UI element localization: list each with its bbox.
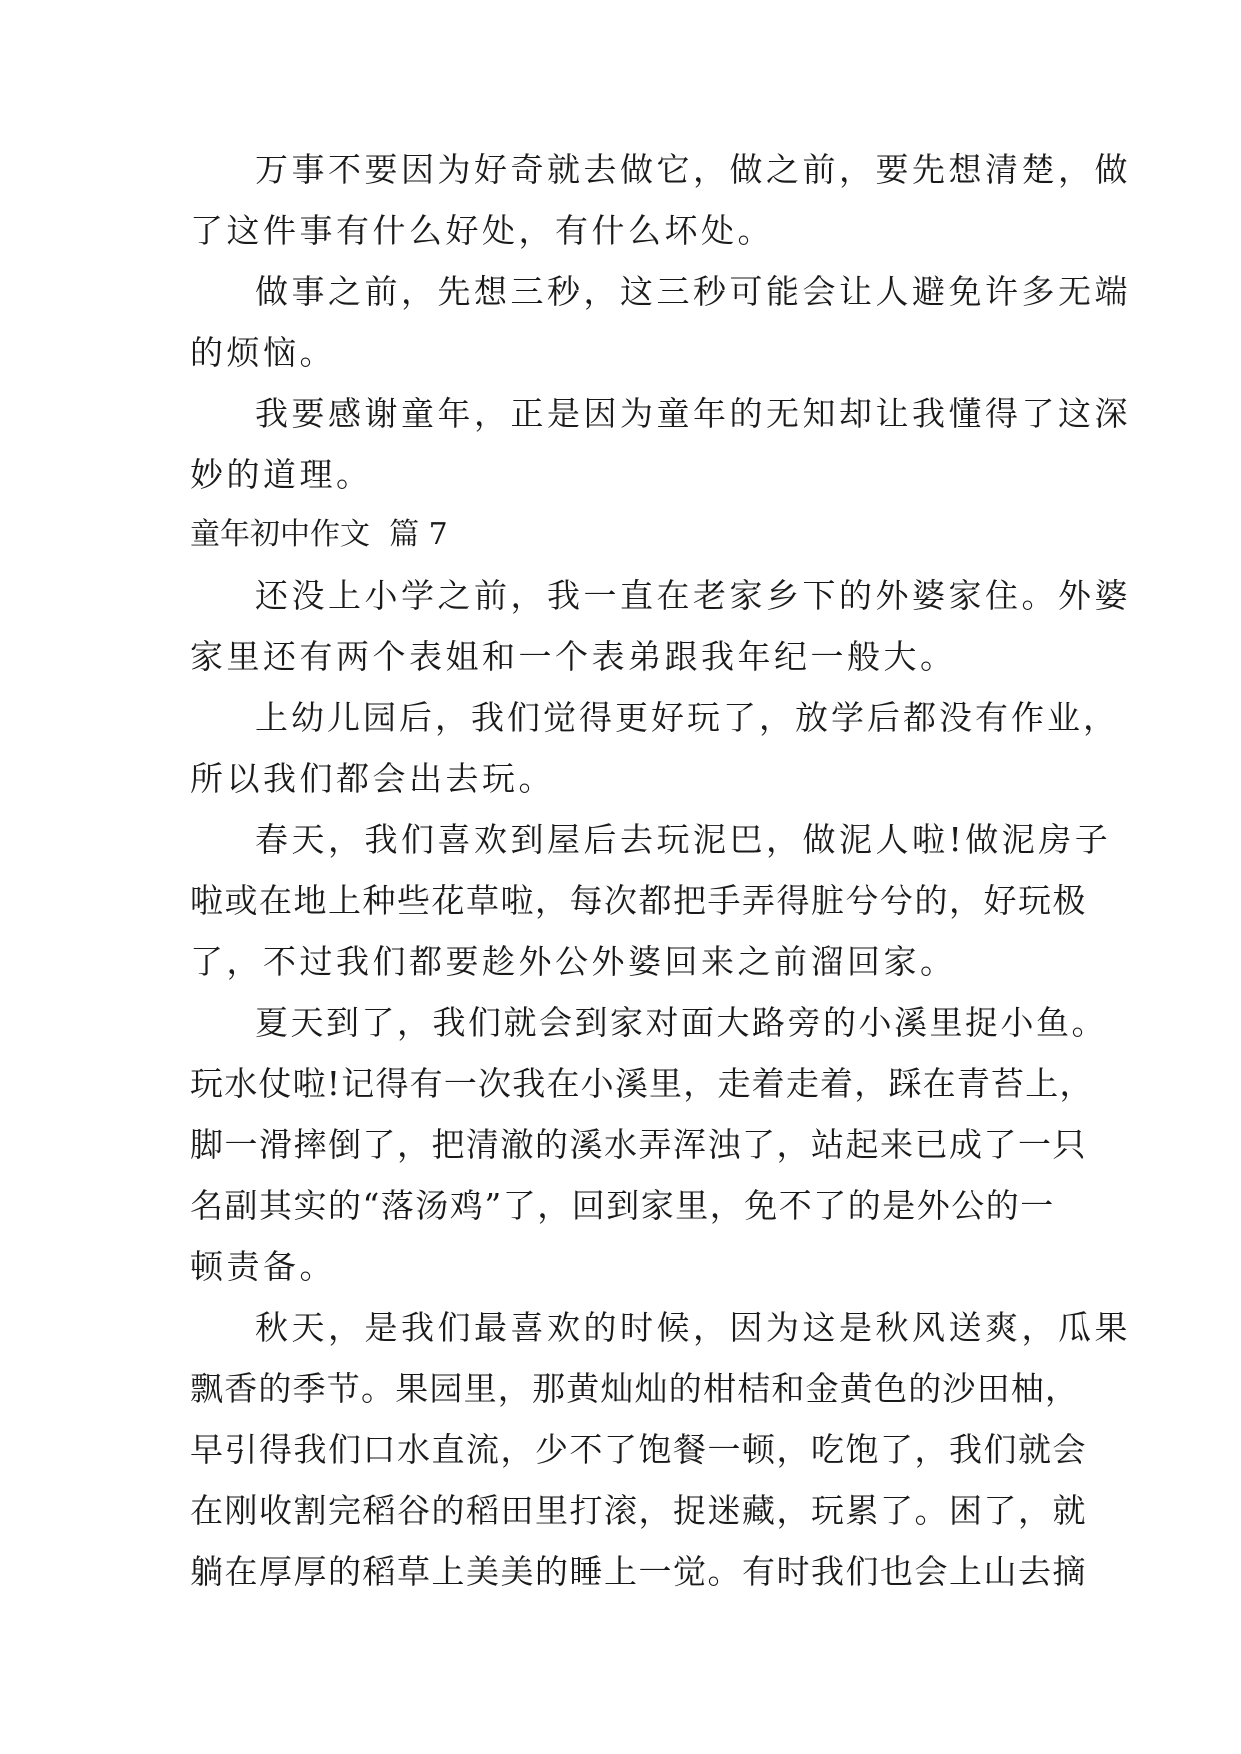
text-line: 家里还有两个表姐和一个表弟跟我年纪一般大。 bbox=[190, 637, 957, 676]
text-line: 名副其实的“落汤鸡”了，回到家里，免不了的是外公的一 bbox=[190, 1186, 1055, 1225]
text-line: 我要感谢童年，正是因为童年的无知却让我懂得了这深 bbox=[255, 394, 1131, 433]
text-line: 还没上小学之前，我一直在老家乡下的外婆家住。外婆 bbox=[255, 576, 1131, 615]
text-line: 玩水仗啦!记得有一次我在小溪里，走着走着，踩在青苔上， bbox=[190, 1064, 1094, 1103]
text-line: 啦或在地上种些花草啦，每次都把手弄得脏兮兮的，好玩极 bbox=[190, 881, 1087, 920]
text-line: 万事不要因为好奇就去做它，做之前，要先想清楚，做 bbox=[255, 150, 1131, 189]
text-line: 做事之前，先想三秒，这三秒可能会让人避免许多无端 bbox=[255, 272, 1131, 311]
text-line: 所以我们都会出去玩。 bbox=[190, 759, 555, 798]
text-line: 春天，我们喜欢到屋后去玩泥巴，做泥人啦!做泥房子 bbox=[255, 820, 1112, 859]
text-line: 夏天到了，我们就会到家对面大路旁的小溪里捉小鱼。 bbox=[255, 1003, 1107, 1042]
text-line: 顿责备。 bbox=[190, 1247, 336, 1286]
text-line: 躺在厚厚的稻草上美美的睡上一觉。有时我们也会上山去摘 bbox=[190, 1552, 1087, 1591]
text-line: 的烦恼。 bbox=[190, 333, 336, 372]
text-line: 了，不过我们都要趁外公外婆回来之前溜回家。 bbox=[190, 942, 957, 981]
text-line: 早引得我们口水直流，少不了饱餐一顿，吃饱了，我们就会 bbox=[190, 1430, 1087, 1469]
section-heading: 童年初中作文 篇 7 bbox=[190, 517, 448, 552]
text-line: 妙的道理。 bbox=[190, 455, 373, 494]
text-line: 飘香的季节。果园里，那黄灿灿的柑桔和金黄色的沙田柚， bbox=[190, 1369, 1080, 1408]
text-line: 脚一滑摔倒了，把清澈的溪水弄浑浊了，站起来已成了一只 bbox=[190, 1125, 1087, 1164]
text-line: 上幼儿园后，我们觉得更好玩了，放学后都没有作业， bbox=[255, 698, 1119, 737]
text-line: 秋天，是我们最喜欢的时候，因为这是秋风送爽，瓜果 bbox=[255, 1308, 1131, 1347]
text-line: 在刚收割完稻谷的稻田里打滚，捉迷藏，玩累了。困了，就 bbox=[190, 1491, 1087, 1530]
text-line: 了这件事有什么好处，有什么坏处。 bbox=[190, 211, 774, 250]
